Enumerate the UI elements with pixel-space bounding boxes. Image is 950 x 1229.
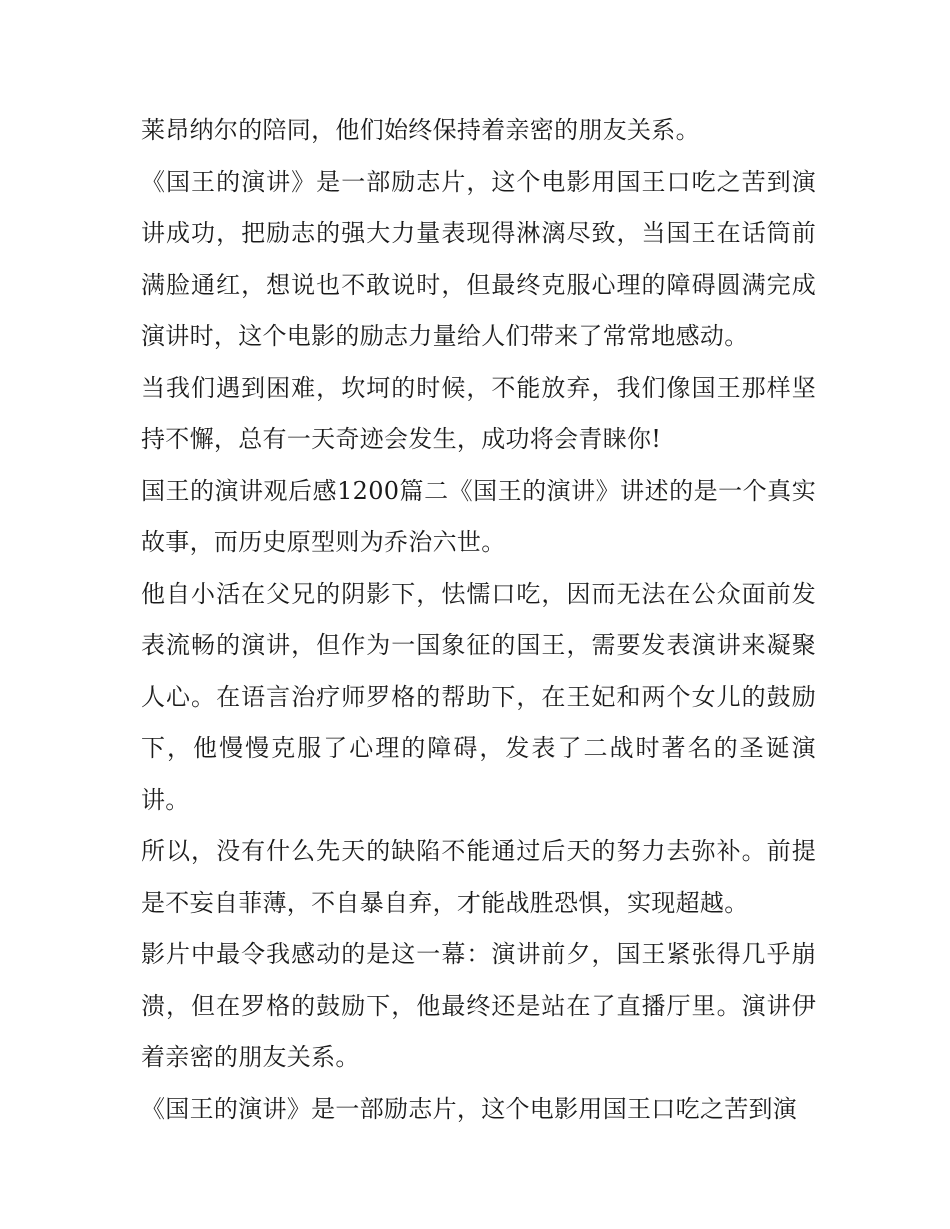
document-body bbox=[141, 105, 816, 1135]
paragraph-7: 影片中最令我感动的是这一幕：演讲前夕，国王紧张得几乎崩溃，但在罗格的鼓励下，他最终还是站在了直播厅里。演讲伊着亲密的朋友关系。 bbox=[141, 940, 816, 1071]
paragraph-5: 他自小活在父兄的阴影下，怯懦口吃，因而无法在公众面前发表流畅的演讲，但作为一国象征的国王，需要发表演讲来凝聚人心。在语言治疗师罗格的帮助下，在王妃和两个女儿的鼓励下，他慢慢克服了心理的障碍，发表了二战时著名的圣诞演讲。 bbox=[141, 579, 816, 814]
paragraph-4: 国王的演讲观后感1200篇二《国王的演讲》讲述的是一个真实故事，而历史原型则为乔治六世。 bbox=[141, 476, 816, 556]
paragraph-1: 莱昂纳尔的陪同，他们始终保持着亲密的朋友关系。 bbox=[141, 116, 700, 144]
paragraph-6: 所以，没有什么先天的缺陷不能通过后天的努力去弥补。前提是不妄自菲薄，不自暴自弃，才能战胜恐惧，实现超越。 bbox=[141, 837, 816, 917]
paragraph-3: 当我们遇到困难，坎坷的时候，不能放弃，我们像国王那样坚持不懈，总有一天奇迹会发生，成功将会青睐你! bbox=[141, 373, 816, 453]
paragraph-8: 《国王的演讲》是一部励志片，这个电影用国王口吃之苦到演 bbox=[141, 1094, 798, 1123]
paragraph-2: 《国王的演讲》是一部励志片，这个电影用国王口吃之苦到演讲成功，把励志的强大力量表现得淋漓尽致，当国王在话筒前满脸通红，想说也不敢说时，但最终克服心理的障碍圆满完成演讲时，这个电影的励志力量给人们带来了常常地感动。 bbox=[141, 167, 816, 350]
